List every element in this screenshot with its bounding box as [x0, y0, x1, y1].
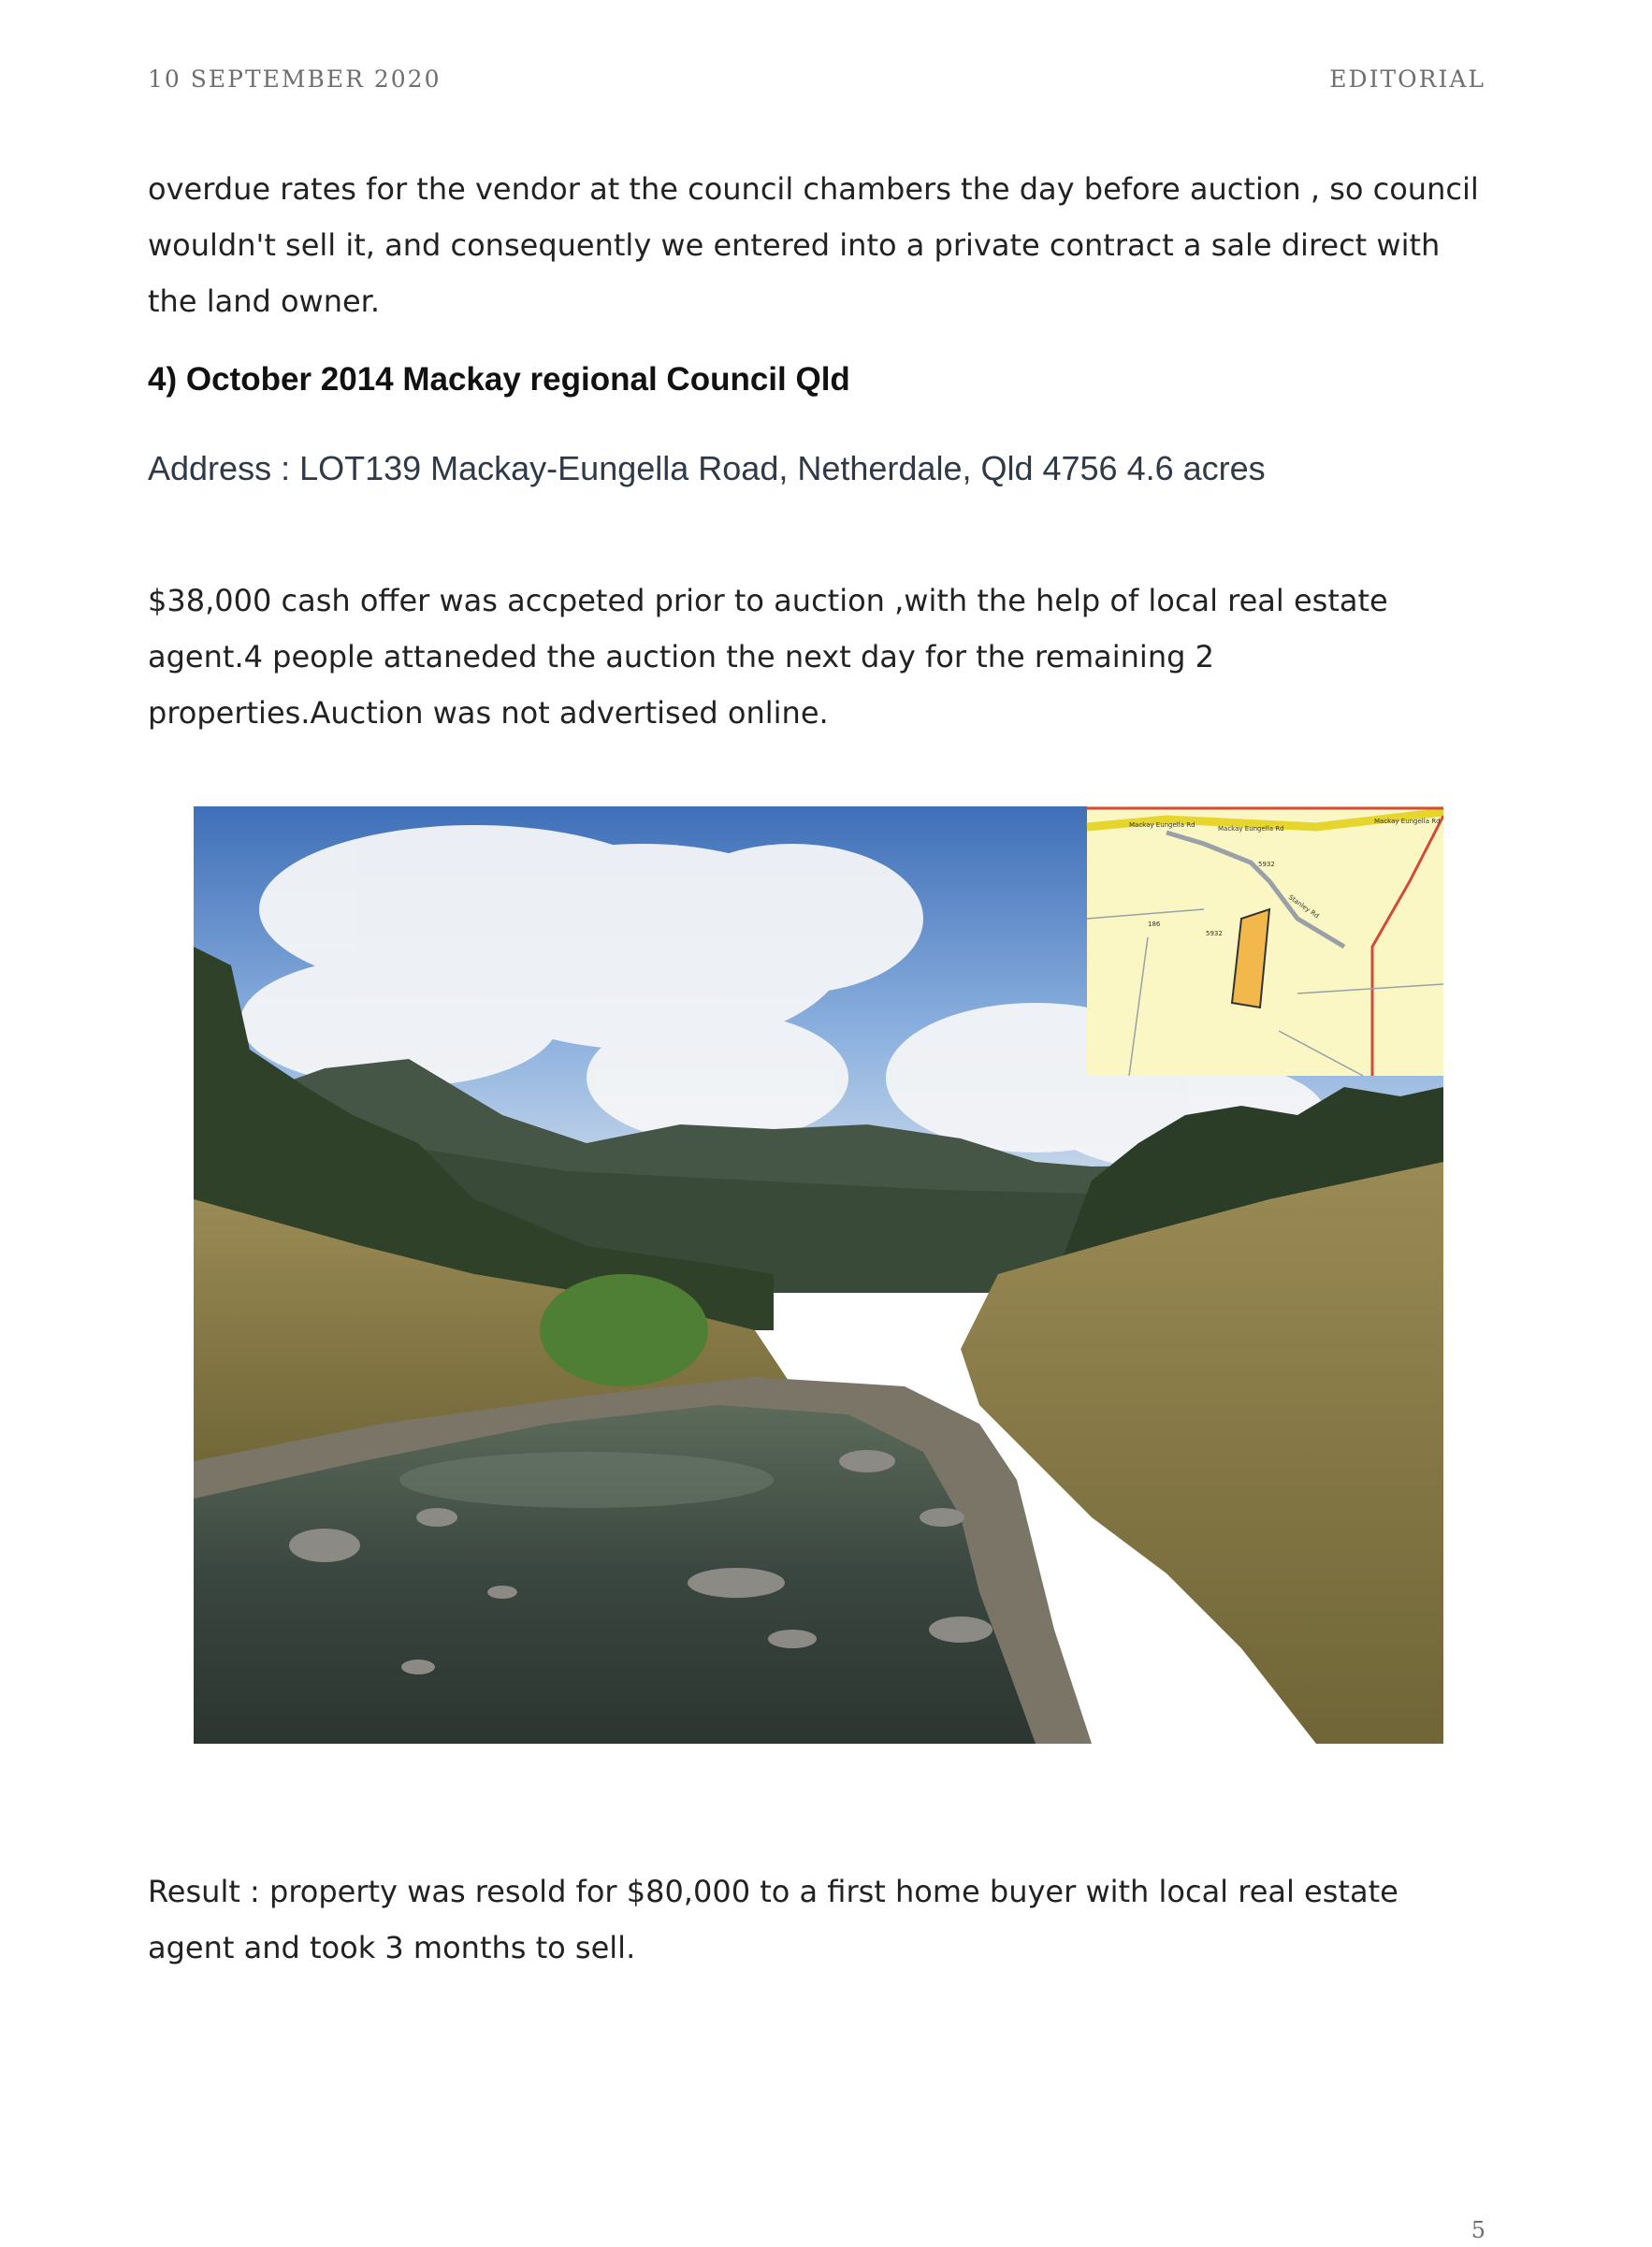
- page-number: 5: [1471, 2217, 1485, 2243]
- map-road-label-3: Mackay Eungella Rd: [1374, 818, 1441, 825]
- intro-paragraph: overdue rates for the vendor at the council chambers the day before auction , so council wouldn't sell it, and consequently we entered into a private contract a sale direct with the land owner.: [148, 171, 1479, 319]
- property-photo: [194, 806, 1443, 1744]
- map-street-label: Stanley Rd: [1286, 893, 1321, 921]
- map-inset: [1087, 806, 1443, 1076]
- map-lot-label-left: 186: [1148, 921, 1161, 928]
- map-road-label-2: Mackay Eungella Rd: [1218, 825, 1284, 833]
- map-road-label-1: Mackay Eungella Rd: [1129, 821, 1196, 829]
- map-lot-label-top: 5932: [1258, 861, 1275, 868]
- address-line: Address : LOT139 Mackay-Eungella Road, Netherdale, Qld 4756 4.6 acres: [148, 449, 1266, 487]
- map-lot-label-mid: 5932: [1206, 930, 1223, 937]
- header-section: EDITORIAL: [1329, 65, 1485, 93]
- offer-paragraph: $38,000 cash offer was accpeted prior to auction ,with the help of local real estate agent.4 people attaneded the auction the next day for the remaining 2 properties.Auction was not advertised online.: [148, 583, 1388, 731]
- case-heading: 4) October 2014 Mackay regional Council Qld: [148, 361, 850, 398]
- result-paragraph: Result : property was resold for $80,000 to a first home buyer with local real estate agent and took 3 months to sell.: [148, 1874, 1398, 1965]
- header-date: 10 SEPTEMBER 2020: [148, 65, 442, 93]
